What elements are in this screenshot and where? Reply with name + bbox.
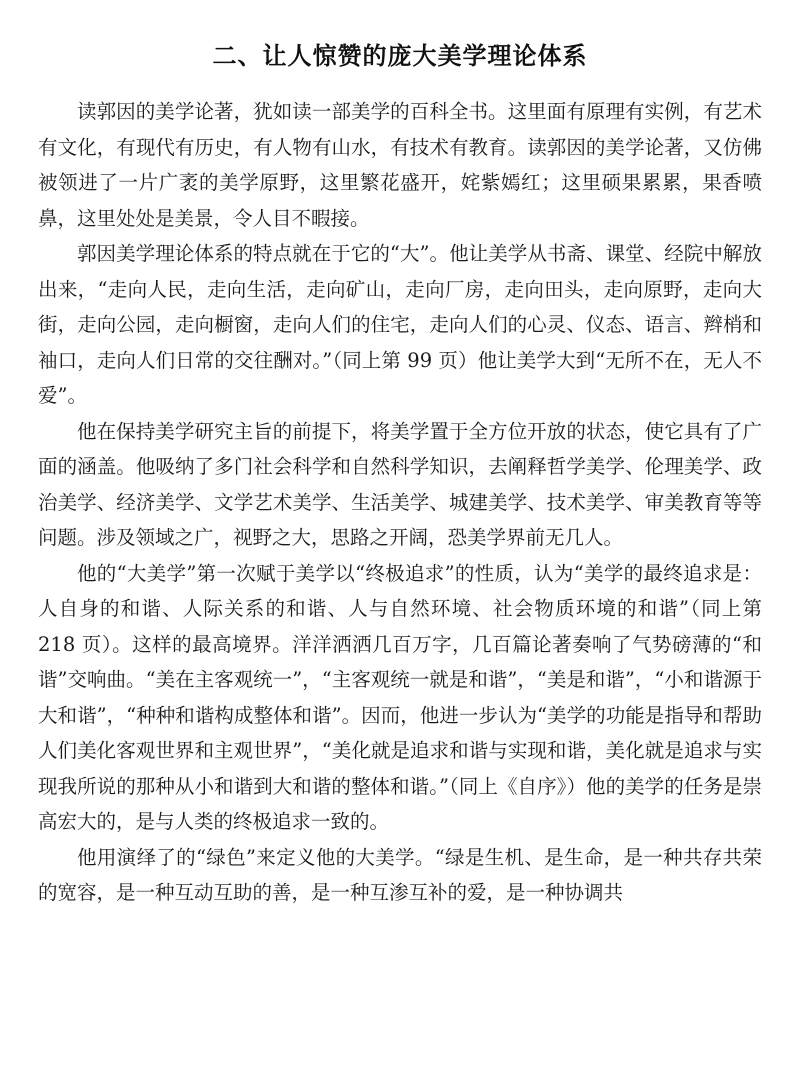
paragraph-2: 郭因美学理论体系的特点就在于它的“大”。他让美学从书斋、课堂、经院中解放出来，“走向人民，走向生活，走向矿山，走向厂房，走向田头，走向原野，走向大街，走向公园，走向橱窗，走向人们的住宅，走向人们的心灵、仪态、语言、辫梢和袖口，走向人们日常的交往酬对。”（同上第 99 页）他让美学大到“无所不在，无人不爱”。 (38, 242, 762, 407)
article-body (38, 94, 762, 911)
paragraph-4: 他的“大美学”第一次赋于美学以“终极追求”的性质，认为“美学的最终追求是：人自身的和谐、人际关系的和谐、人与自然环境、社会物质环境的和谐”（同上第 218 页）。这样的最高境界。洋洋洒洒几百万字，几百篇论著奏响了气势磅薄的“和谐”交响曲。“美在主客观统一”，“主客观统一就是和谐”，“美是和谐”，“小和谐源于大和谐”，“种种和谐构成整体和谐”。因而，他进一步认为“美学的功能是指导和帮助人们美化客观世界和主观世界”，“美化就是追求和谐与实现和谐，美化就是追求与实现我所说的那种从小和谐到大和谐的整体和谐。”（同上《自序》）他的美学的任务是崇高宏大的，是与人类的终极追求一致的。 (38, 561, 762, 833)
section-title: 二、让人惊赞的庞大美学理论体系 (212, 42, 588, 70)
paragraph-3: 他在保持美学研究主旨的前提下，将美学置于全方位开放的状态，使它具有了广面的涵盖。他吸纳了多门社会科学和自然科学知识，去阐释哲学美学、伦理美学、政治美学、经济美学、文学艺术美学、生活美学、城建美学、技术美学、审美教育等等问题。涉及领域之广，视野之大，思路之开阔，恐美学界前无几人。 (38, 419, 762, 549)
paragraph-1: 读郭因的美学论著，犹如读一部美学的百科全书。这里面有原理有实例，有艺术有文化，有现代有历史，有人物有山水，有技术有教育。读郭因的美学论著，又仿佛被领进了一片广袤的美学原野，这里繁花盛开，姹紫嫣红；这里硕果累累，果香喷鼻，这里处处是美景，令人目不暇接。 (38, 100, 762, 230)
paragraph-5: 他用演绎了的“绿色”来定义他的大美学。“绿是生机、是生命，是一种共存共荣的宽容，是一种互动互助的善，是一种互渗互补的爱，是一种协调共 (38, 845, 762, 904)
